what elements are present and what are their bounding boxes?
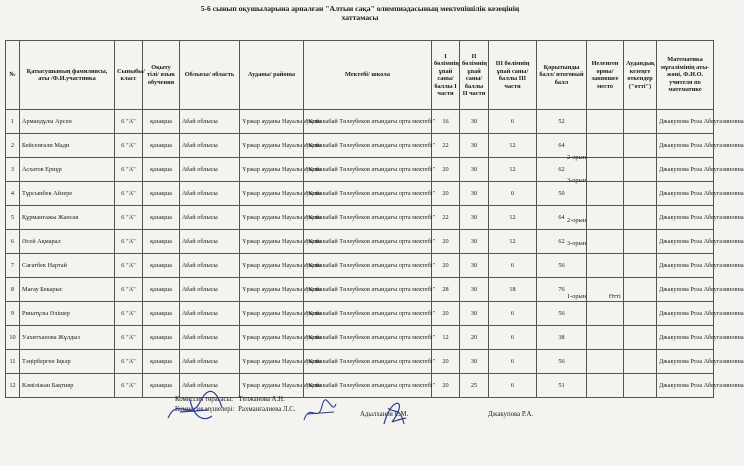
part3-score: 6 xyxy=(489,302,537,326)
part3-score: 18 xyxy=(489,278,537,302)
table-row xyxy=(6,278,714,302)
class-cell: 6 "А" xyxy=(115,230,143,254)
participant-name: Әсей Ақмарал xyxy=(20,230,115,254)
class-cell: 6 "А" xyxy=(115,110,143,134)
part2-score: 30 xyxy=(460,230,489,254)
table-row xyxy=(6,182,714,206)
region-cell: Абай облысы xyxy=(180,206,240,230)
place-cell xyxy=(587,374,624,398)
row-number: 5 xyxy=(6,206,20,230)
total-score: 56 xyxy=(537,350,587,374)
table-row xyxy=(6,230,714,254)
passed-cell xyxy=(624,230,657,254)
part1-score: 20 xyxy=(432,182,460,206)
signature-member-3 xyxy=(378,394,410,430)
district-cell: Үржар ауданы Науалы ауылы xyxy=(240,206,304,230)
language-cell: қазақша xyxy=(143,278,180,302)
part2-score: 25 xyxy=(460,374,489,398)
participant-name: Уахитханова Жұлдыз xyxy=(20,326,115,350)
document-title xyxy=(0,4,720,22)
row-number: 1 xyxy=(6,110,20,134)
column-header: Математика мұғалімінің аты-жөні, Ф.И.О. учителя по математике xyxy=(657,41,714,110)
passed-cell xyxy=(624,134,657,158)
class-cell: 6 "А" xyxy=(115,206,143,230)
table-row xyxy=(6,254,714,278)
column-header: I бөлімнің ұпай саны/ баллы I части xyxy=(432,41,460,110)
member-3-name: Джакупова Р.А. xyxy=(488,411,534,418)
passed-cell xyxy=(624,326,657,350)
column-header: Облысы/ область xyxy=(180,41,240,110)
teacher-name: Джакупова Роза Абеугазиновна xyxy=(657,110,714,134)
part1-score: 12 xyxy=(432,326,460,350)
part3-score: 12 xyxy=(489,206,537,230)
passed-label: Өтті xyxy=(609,293,621,300)
class-cell: 6 "А" xyxy=(115,278,143,302)
participant-name: Асхатов Ернұр xyxy=(20,158,115,182)
column-header: II бөлімнің ұпай саны/ баллы II части xyxy=(460,41,489,110)
part1-score: 20 xyxy=(432,158,460,182)
district-cell: Үржар ауданы Науалы ауылы xyxy=(240,254,304,278)
passed-cell xyxy=(624,350,657,374)
school-cell: "Қойшыбай Төлеубеков атындағы орта мектебі" xyxy=(304,158,432,182)
column-header: Қорытынды балл/ итоговый балл xyxy=(537,41,587,110)
title-line-1: 5-6 сынып оқушыларына арналған "Алтын сақа" олимпиадасының мектепішілік кезеңінің xyxy=(200,4,520,13)
total-score: 62 xyxy=(537,230,587,254)
row-number: 3 xyxy=(6,158,20,182)
total-score: 56 xyxy=(537,302,587,326)
column-header: Оқыту тілі/ язык обучения xyxy=(143,41,180,110)
teacher-name: Джакупова Роза Абеугазиновна xyxy=(657,350,714,374)
part1-score: 16 xyxy=(432,110,460,134)
teacher-name: Джакупова Роза Абеугазиновна xyxy=(657,134,714,158)
district-cell: Үржар ауданы Науалы ауылы xyxy=(240,110,304,134)
column-header: Иеленген орны/ занявшее место xyxy=(587,41,624,110)
column-header: Ауданы/ районы xyxy=(240,41,304,110)
row-number: 8 xyxy=(6,278,20,302)
participant-name: Тәңірберген Іңкәр xyxy=(20,350,115,374)
passed-cell xyxy=(624,158,657,182)
district-cell: Үржар ауданы Науалы ауылы xyxy=(240,374,304,398)
signature-member-2 xyxy=(300,398,340,426)
participant-name: Кәміліжан Бақтияр xyxy=(20,374,115,398)
column-header: Қатысушының фамилиясы, аты /Ф.И.участника xyxy=(20,41,115,110)
column-header: Аудандық кезеңге өткендер ("өтті") xyxy=(624,41,657,110)
place-label: 2-орын xyxy=(567,154,587,161)
teacher-name: Джакупова Роза Абеугазиновна xyxy=(657,182,714,206)
total-score: 56 xyxy=(537,254,587,278)
column-header: III бөлімнің ұпай саны/ баллы III части xyxy=(489,41,537,110)
teacher-name: Джакупова Роза Абеугазиновна xyxy=(657,230,714,254)
district-cell: Үржар ауданы Науалы ауылы xyxy=(240,350,304,374)
school-cell: "Қойшыбай Төлеубеков атындағы орта мектебі" xyxy=(304,230,432,254)
region-cell: Абай облысы xyxy=(180,110,240,134)
class-cell: 6 "А" xyxy=(115,326,143,350)
language-cell: қазақша xyxy=(143,374,180,398)
place-label: 3-орын xyxy=(567,177,587,184)
part2-score: 20 xyxy=(460,326,489,350)
school-cell: "Қойшыбай Төлеубеков атындағы орта мектебі" xyxy=(304,278,432,302)
part3-score: 0 xyxy=(489,182,537,206)
part1-score: 20 xyxy=(432,230,460,254)
participant-name: Армандұлы Арсен xyxy=(20,110,115,134)
place-cell xyxy=(587,158,624,182)
place-cell xyxy=(587,110,624,134)
teacher-name: Джакупова Роза Абеугазиновна xyxy=(657,278,714,302)
part2-score: 30 xyxy=(460,206,489,230)
header-row xyxy=(6,41,714,110)
part3-score: 12 xyxy=(489,158,537,182)
participant-name: Сағатбек Нартай xyxy=(20,254,115,278)
total-score: 51 xyxy=(537,374,587,398)
place-cell xyxy=(587,230,624,254)
table-row xyxy=(6,134,714,158)
region-cell: Абай облысы xyxy=(180,326,240,350)
school-cell: "Қойшыбай Төлеубеков атындағы орта мектебі" xyxy=(304,182,432,206)
place-cell xyxy=(587,350,624,374)
part2-score: 30 xyxy=(460,158,489,182)
region-cell: Абай облысы xyxy=(180,182,240,206)
chair-name: Телжанова А.Н. xyxy=(238,396,285,403)
place-cell xyxy=(587,134,624,158)
region-cell: Абай облысы xyxy=(180,230,240,254)
language-cell: қазақша xyxy=(143,350,180,374)
member-1-name: Рахманғалиева Л.С. xyxy=(238,406,296,413)
passed-cell xyxy=(624,254,657,278)
passed-cell xyxy=(624,278,657,302)
region-cell: Абай облысы xyxy=(180,374,240,398)
chair-label: Комиссия төрағасы: xyxy=(175,396,233,403)
district-cell: Үржар ауданы Науалы ауылы xyxy=(240,182,304,206)
part1-score: 28 xyxy=(432,278,460,302)
table-row xyxy=(6,350,714,374)
row-number: 11 xyxy=(6,350,20,374)
part3-score: 6 xyxy=(489,254,537,278)
part2-score: 30 xyxy=(460,134,489,158)
language-cell: қазақша xyxy=(143,182,180,206)
place-cell xyxy=(587,254,624,278)
language-cell: қазақша xyxy=(143,110,180,134)
school-cell: "Қойшыбай Төлеубеков атындағы орта мектебі" xyxy=(304,302,432,326)
participant-name: Мағау Бекарыс xyxy=(20,278,115,302)
table-row xyxy=(6,110,714,134)
table-row xyxy=(6,158,714,182)
language-cell: қазақша xyxy=(143,326,180,350)
table-row xyxy=(6,206,714,230)
part1-score: 22 xyxy=(432,134,460,158)
place-cell xyxy=(587,182,624,206)
region-cell: Абай облысы xyxy=(180,134,240,158)
members-label: Комиссия мүшелері: xyxy=(175,406,235,413)
class-cell: 6 "А" xyxy=(115,350,143,374)
results-table xyxy=(5,40,744,398)
column-header: Сыныбы/класс xyxy=(115,41,143,110)
total-score: 76 xyxy=(537,278,587,302)
part1-score: 22 xyxy=(432,206,460,230)
part1-score: 20 xyxy=(432,254,460,278)
district-cell: Үржар ауданы Науалы ауылы xyxy=(240,230,304,254)
place-label: 1-орын xyxy=(567,293,587,300)
teacher-name: Джакупова Роза Абеугазиновна xyxy=(657,254,714,278)
place-label: 3-орын xyxy=(567,240,587,247)
part3-score: 6 xyxy=(489,110,537,134)
signature-chair xyxy=(160,388,230,428)
school-cell: "Қойшыбай Төлеубеков атындағы орта мектебі" xyxy=(304,374,432,398)
part2-score: 30 xyxy=(460,110,489,134)
region-cell: Абай облысы xyxy=(180,158,240,182)
part2-score: 30 xyxy=(460,254,489,278)
row-number: 12 xyxy=(6,374,20,398)
part2-score: 30 xyxy=(460,302,489,326)
total-score: 50 xyxy=(537,182,587,206)
passed-cell xyxy=(624,110,657,134)
school-cell: "Қойшыбай Төлеубеков атындағы орта мектебі" xyxy=(304,326,432,350)
total-score: 62 xyxy=(537,158,587,182)
school-cell: "Қойшыбай Төлеубеков атындағы орта мектебі" xyxy=(304,350,432,374)
row-number: 2 xyxy=(6,134,20,158)
teacher-name: Джакупова Роза Абеугазиновна xyxy=(657,326,714,350)
part2-score: 30 xyxy=(460,182,489,206)
passed-cell xyxy=(624,302,657,326)
row-number: 10 xyxy=(6,326,20,350)
region-cell: Абай облысы xyxy=(180,350,240,374)
district-cell: Үржар ауданы Науалы ауылы xyxy=(240,326,304,350)
language-cell: қазақша xyxy=(143,134,180,158)
member-2-name: Адылханов Е.М. xyxy=(360,411,409,418)
title-line-2: хаттамасы xyxy=(341,13,379,22)
part1-score: 20 xyxy=(432,350,460,374)
participant-name: Тұрсынбек Айзере xyxy=(20,182,115,206)
passed-cell xyxy=(624,374,657,398)
row-number: 7 xyxy=(6,254,20,278)
total-score: 38 xyxy=(537,326,587,350)
participant-name: Ринатұлы Әлішер xyxy=(20,302,115,326)
teacher-name: Джакупова Роза Абеугазиновна xyxy=(657,302,714,326)
class-cell: 6 "А" xyxy=(115,182,143,206)
row-number: 4 xyxy=(6,182,20,206)
place-cell xyxy=(587,206,624,230)
part2-score: 30 xyxy=(460,350,489,374)
school-cell: "Қойшыбай Төлеубеков атындағы орта мектебі" xyxy=(304,254,432,278)
language-cell: қазақша xyxy=(143,302,180,326)
place-cell xyxy=(587,302,624,326)
row-number: 9 xyxy=(6,302,20,326)
teacher-name: Джакупова Роза Абеугазиновна xyxy=(657,374,714,398)
class-cell: 6 "А" xyxy=(115,302,143,326)
part2-score: 30 xyxy=(460,278,489,302)
table-row xyxy=(6,326,714,350)
total-score: 64 xyxy=(537,206,587,230)
participant-name: Құрманғажы Жансая xyxy=(20,206,115,230)
language-cell: қазақша xyxy=(143,206,180,230)
teacher-name: Джакупова Роза Абеугазиновна xyxy=(657,158,714,182)
class-cell: 6 "А" xyxy=(115,158,143,182)
table-row xyxy=(6,302,714,326)
district-cell: Үржар ауданы Науалы ауылы xyxy=(240,278,304,302)
part3-score: 12 xyxy=(489,230,537,254)
part3-score: 6 xyxy=(489,326,537,350)
place-cell xyxy=(587,326,624,350)
part1-score: 20 xyxy=(432,374,460,398)
place-label: 2-орын xyxy=(567,217,587,224)
region-cell: Абай облысы xyxy=(180,254,240,278)
class-cell: 6 "А" xyxy=(115,134,143,158)
class-cell: 6 "А" xyxy=(115,374,143,398)
district-cell: Үржар ауданы Науалы ауылы xyxy=(240,158,304,182)
part3-score: 6 xyxy=(489,374,537,398)
passed-cell xyxy=(624,206,657,230)
language-cell: қазақша xyxy=(143,158,180,182)
table-row xyxy=(6,374,714,398)
total-score: 52 xyxy=(537,110,587,134)
part1-score: 20 xyxy=(432,302,460,326)
school-cell: "Қойшыбай Төлеубеков атындағы орта мектебі" xyxy=(304,110,432,134)
district-cell: Үржар ауданы Науалы ауылы xyxy=(240,302,304,326)
total-score: 64 xyxy=(537,134,587,158)
language-cell: қазақша xyxy=(143,254,180,278)
passed-cell xyxy=(624,182,657,206)
row-number: 6 xyxy=(6,230,20,254)
language-cell: қазақша xyxy=(143,230,180,254)
participant-name: Бейсенғали Мади xyxy=(20,134,115,158)
teacher-name: Джакупова Роза Абеугазиновна xyxy=(657,206,714,230)
part3-score: 12 xyxy=(489,134,537,158)
school-cell: "Қойшыбай Төлеубеков атындағы орта мектебі" xyxy=(304,134,432,158)
column-header: № xyxy=(6,41,20,110)
district-cell: Үржар ауданы Науалы ауылы xyxy=(240,134,304,158)
school-cell: "Қойшыбай Төлеубеков атындағы орта мектебі" xyxy=(304,206,432,230)
part3-score: 6 xyxy=(489,350,537,374)
class-cell: 6 "А" xyxy=(115,254,143,278)
region-cell: Абай облысы xyxy=(180,278,240,302)
region-cell: Абай облысы xyxy=(180,302,240,326)
column-header: Мектебі/ школа xyxy=(304,41,432,110)
